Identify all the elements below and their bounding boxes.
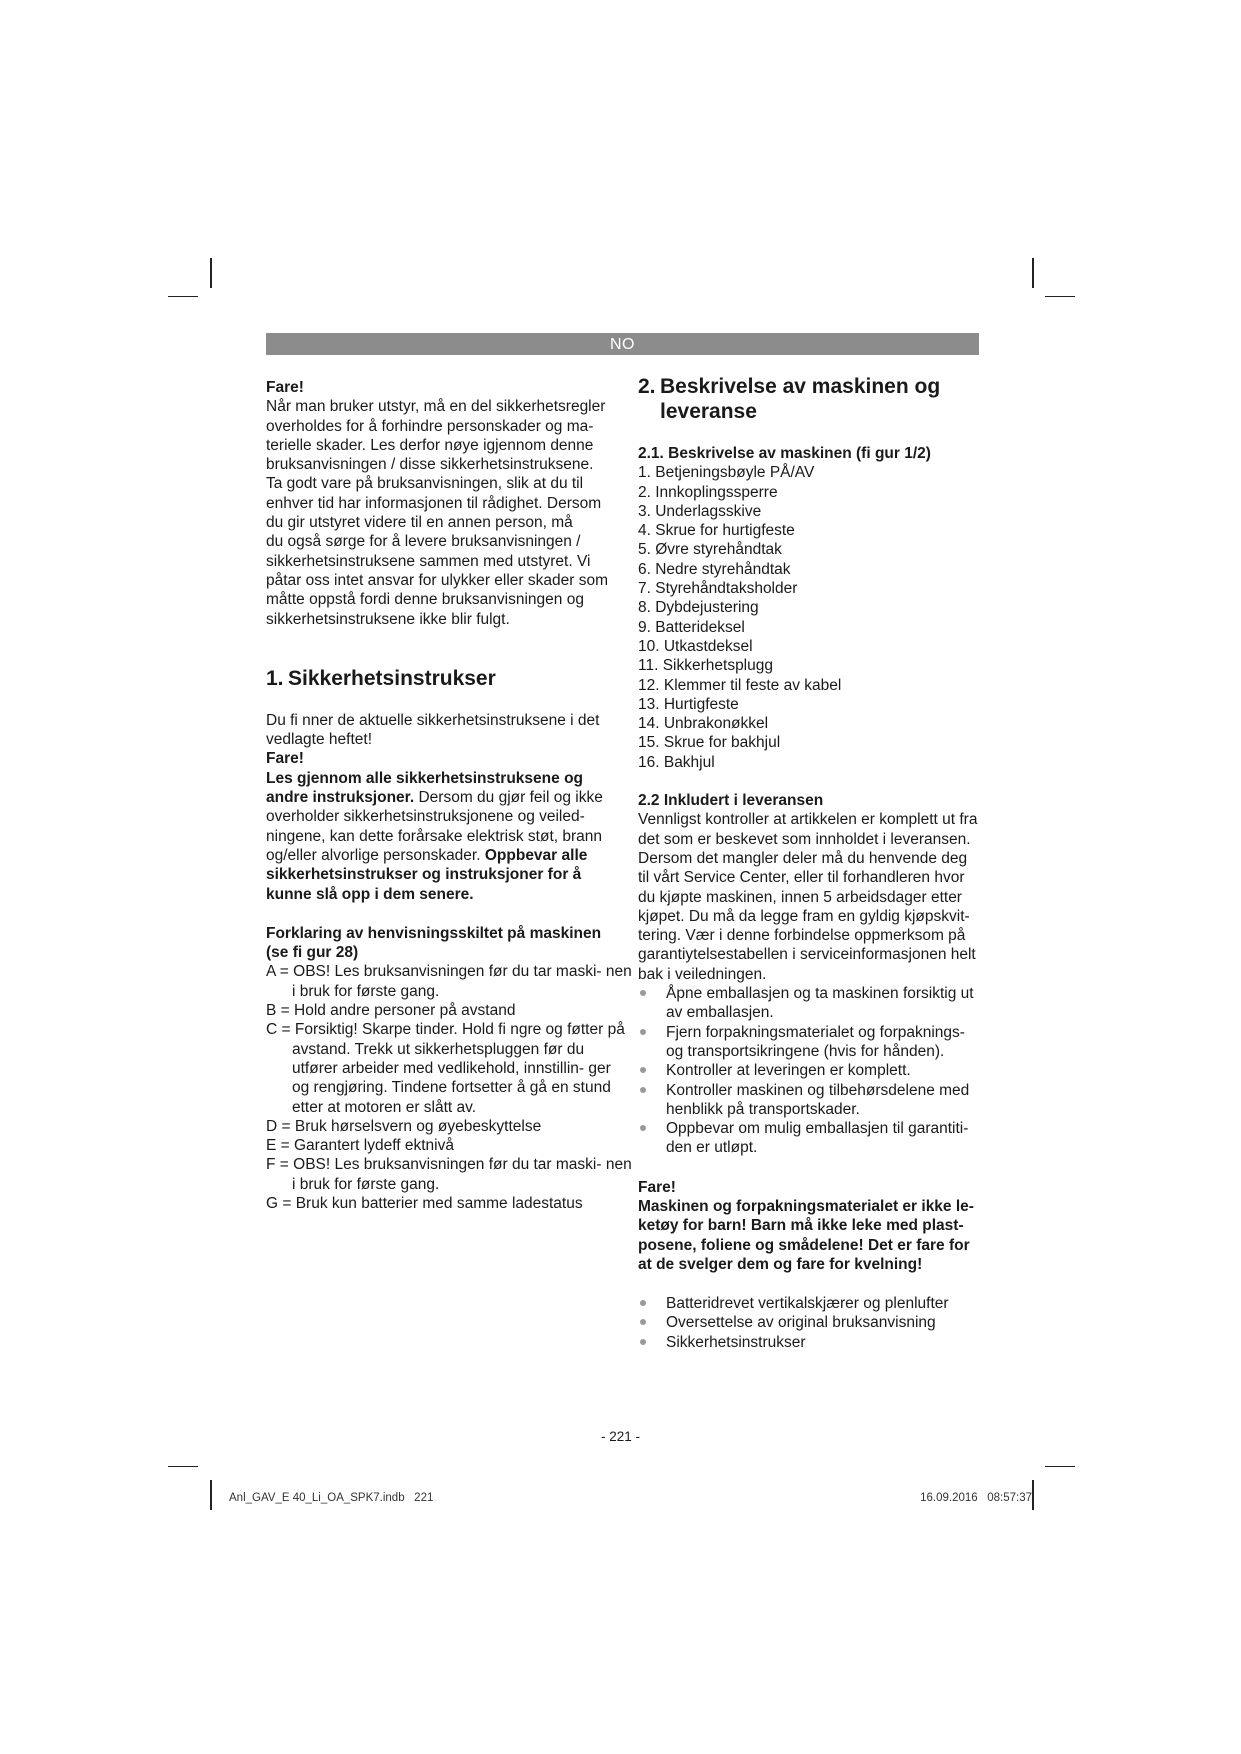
list-item: 7. Styrehåndtaksholder: [638, 580, 798, 598]
warning-title: Fare!: [638, 1178, 676, 1196]
warning-title: Fare!: [266, 750, 304, 768]
section-title: Sikkerhetsinstrukser: [288, 666, 496, 690]
legend-item: B = Hold andre personer på avstand: [266, 1002, 516, 1020]
text-line: terielle skader. Les derfor nøye igjennom denne: [266, 436, 594, 454]
crop-mark: [1045, 296, 1075, 297]
list-item: 4. Skrue for hurtigfeste: [638, 522, 795, 540]
text-line: påtar oss intet ansvar for ulykker eller skader som: [266, 571, 608, 589]
legend-item: G = Bruk kun batterier med samme ladestatus: [266, 1194, 583, 1212]
text-line: Les gjennom alle sikkerhetsinstruksene og: [266, 769, 584, 787]
crop-mark: [1045, 1466, 1075, 1467]
text-line: du kjøpte maskinen, innen 5 arbeidsdager etter: [638, 888, 962, 906]
bullet-icon: [640, 1087, 646, 1093]
bullet-icon: [640, 1125, 646, 1131]
section-heading: [638, 374, 988, 424]
section-heading: [266, 666, 626, 691]
crop-mark: [1032, 258, 1034, 288]
text-line: Vennligst kontroller at artikkelen er komplett ut fra: [638, 811, 978, 829]
list-item: [638, 1294, 988, 1313]
crop-mark: [1032, 1480, 1034, 1510]
text-line: tering. Vær i denne forbindelse oppmerksom på: [638, 927, 966, 945]
delivery-text: [638, 810, 988, 984]
text-line: bruksanvisningen / disse sikkerhetsinstruksene.: [266, 456, 594, 474]
text-line: til vårt Service Center, eller til forhandleren hvor: [638, 869, 965, 887]
list-item: [638, 984, 988, 1023]
text-line: Fjern forpakningsmaterialet og forpaknings-: [666, 1023, 965, 1041]
legend-item: D = Bruk hørselsvern og øyebeskyttelse: [266, 1117, 542, 1135]
list-item: [638, 1023, 988, 1062]
parts-list: [638, 463, 988, 772]
text-line: Sikkerhetsinstrukser: [666, 1333, 806, 1351]
text-line: Dersom det mangler deler må du henvende deg: [638, 849, 968, 867]
list-item: 8. Dybdejustering: [638, 599, 759, 617]
legend-title: (se fi gur 28): [266, 944, 359, 962]
footer-filename: Anl_GAV_E 40_Li_OA_SPK7.indb 221: [229, 1492, 434, 1504]
section-title: leveranse: [660, 400, 757, 423]
text-line: måtte oppstå fordi denne bruksanvisningen og: [266, 591, 584, 609]
text-line: og transportsikringene (hvis for hånden).: [666, 1042, 945, 1060]
bullet-icon: [640, 1339, 646, 1345]
list-item: 16. Bakhjul: [638, 753, 715, 771]
bullet-icon: [640, 990, 646, 996]
subsection-title: 2.2 Inkludert i leveransen: [638, 792, 824, 810]
list-item: 6. Nedre styrehåndtak: [638, 560, 791, 578]
unpacking-list: [638, 984, 988, 1158]
text-line: den er utløpt.: [666, 1139, 758, 1157]
left-column: [266, 378, 632, 1213]
text-line: at de svelger dem og fare for kvelning!: [638, 1255, 923, 1273]
text-line: av emballasjen.: [666, 1004, 774, 1022]
text-line: Ta godt vare på bruksanvisningen, slik at du til: [266, 475, 584, 493]
language-header-bar: [266, 333, 979, 355]
footer-timestamp: 16.09.2016 08:57:37: [920, 1492, 1032, 1504]
legend-item: E = Garantert lydeff ektnivå: [266, 1137, 454, 1155]
text-line: ningene, kan dette forårsake elektrisk støt, brann: [266, 827, 603, 845]
list-item: 5. Øvre styrehåndtak: [638, 541, 782, 559]
text-line: Åpne emballasjen og ta maskinen forsiktig ut: [666, 985, 974, 1003]
text-line: Oppbevar om mulig emballasjen til garantiti-: [666, 1120, 969, 1138]
text-line: Oversettelse av original bruksanvisning: [666, 1314, 936, 1332]
list-item: 15. Skrue for bakhjul: [638, 734, 781, 752]
text-line: kunne slå opp i dem senere.: [266, 885, 474, 903]
legend-block: [266, 924, 632, 1213]
list-item: [638, 1119, 988, 1158]
text-line: du også sørge for å levere bruksanvisningen /: [266, 533, 581, 551]
list-item: [638, 1081, 988, 1120]
text-line: posene, foliene og smådelene! Det er fare for: [638, 1236, 970, 1254]
list-item: 10. Utkastdeksel: [638, 637, 753, 655]
text-line: overholdes for å forhindre personskader og ma-: [266, 417, 594, 435]
warning-title: Fare!: [266, 379, 304, 396]
text-line: Du fi nner de aktuelle sikkerhetsinstruksene i det: [266, 711, 600, 729]
list-item: 11. Sikkerhetsplugg: [638, 657, 773, 675]
bullet-icon: [640, 1319, 646, 1325]
list-item: 1. Betjeningsbøyle PÅ/AV: [638, 464, 815, 482]
legend-title: Forklaring av henvisningsskiltet på maskinen: [266, 924, 602, 942]
section-number: 1.: [266, 666, 284, 690]
text-line: du gir utstyret videre til en annen person, må: [266, 514, 573, 532]
list-item: 9. Batterideksel: [638, 618, 745, 636]
text-line: garantiytelsestabellen i serviceinformasjonen helt: [638, 946, 976, 964]
crop-mark: [210, 1480, 212, 1510]
text-line: Batteridrevet vertikalskjærer og plenlufter: [666, 1295, 949, 1313]
section-intro: [266, 711, 626, 904]
crop-mark: [168, 1466, 198, 1467]
text-line: Når man bruker utstyr, må en del sikkerhetsregler: [266, 398, 606, 416]
right-column: [638, 374, 988, 1352]
text-line: sikkerhetsinstruksene sammen med utstyret. Vi: [266, 552, 591, 570]
list-item: [638, 1333, 988, 1352]
text-line: kjøpet. Du må da legge fram en gyldig kjøpskvit-: [638, 907, 970, 925]
warning-block: [638, 1178, 988, 1274]
bullet-icon: [640, 1300, 646, 1306]
text-line: ketøy for barn! Barn må ikke leke med plast-: [638, 1217, 964, 1235]
bullet-icon: [640, 1029, 646, 1035]
text-line: vedlagte heftet!: [266, 731, 372, 749]
text-line: sikkerhetsinstruksene ikke blir fulgt.: [266, 610, 510, 628]
list-item: 12. Klemmer til feste av kabel: [638, 676, 842, 694]
list-item: 14. Unbrakonøkkel: [638, 715, 769, 733]
text-line: overholder sikkerhetsinstruksjonene og veiled-: [266, 808, 585, 826]
text-line: Oppbevar alle: [480, 846, 588, 864]
text-line: enhver tid har informasjonen til rådighet. Dersom: [266, 494, 602, 512]
crop-mark: [210, 258, 212, 288]
section-title: Beskrivelse av maskinen og: [660, 375, 941, 398]
text-line: og/eller alvorlige personskader.: [266, 846, 481, 864]
section-number: 2.: [638, 375, 656, 398]
legend-item: F = OBS! Les bruksanvisningen før du tar maski- nen i bruk for første gang.: [266, 1156, 632, 1193]
text-line: Dersom du gjør feil og ikke: [414, 789, 603, 807]
language-code: NO: [610, 336, 635, 353]
list-item: [638, 1061, 988, 1080]
contents-list: [638, 1294, 988, 1352]
page-number: - 221 -: [600, 1429, 641, 1444]
text-line: Maskinen og forpakningsmaterialet er ikke le-: [638, 1197, 974, 1215]
list-item: [638, 1313, 988, 1332]
text-line: henblikk på transportskader.: [666, 1100, 860, 1118]
list-item: 3. Underlagsskive: [638, 502, 762, 520]
list-item: 13. Hurtigfeste: [638, 695, 739, 713]
crop-mark: [168, 296, 198, 297]
text-line: det som er beskevet som innholdet i leveransen.: [638, 830, 971, 848]
warning-text: [266, 397, 626, 629]
text-line: andre instruksjoner.: [266, 789, 415, 807]
text-line: bak i veiledningen.: [638, 965, 767, 983]
subsection-title: 2.1. Beskrivelse av maskinen (fi gur 1/2): [638, 445, 931, 462]
legend-item: C = Forsiktig! Skarpe tinder. Hold fi ngre og føtter på avstand. Trekk ut sikkerhetspluggen før du utfører arbeider med vedlikehold, innstillin- ger og rengjøring. Tindene fortsetter å gå en stund etter at motoren er slått av.: [266, 1021, 625, 1116]
text-line: Kontroller maskinen og tilbehørsdelene med: [666, 1081, 970, 1099]
text-line: Kontroller at leveringen er komplett.: [666, 1062, 911, 1080]
text-line: sikkerhetsinstrukser og instruksjoner for å: [266, 866, 582, 884]
bullet-icon: [640, 1067, 646, 1073]
list-item: 2. Innkoplingssperre: [638, 483, 778, 501]
legend-item: A = OBS! Les bruksanvisningen før du tar maski- nen i bruk for første gang.: [266, 963, 632, 1000]
